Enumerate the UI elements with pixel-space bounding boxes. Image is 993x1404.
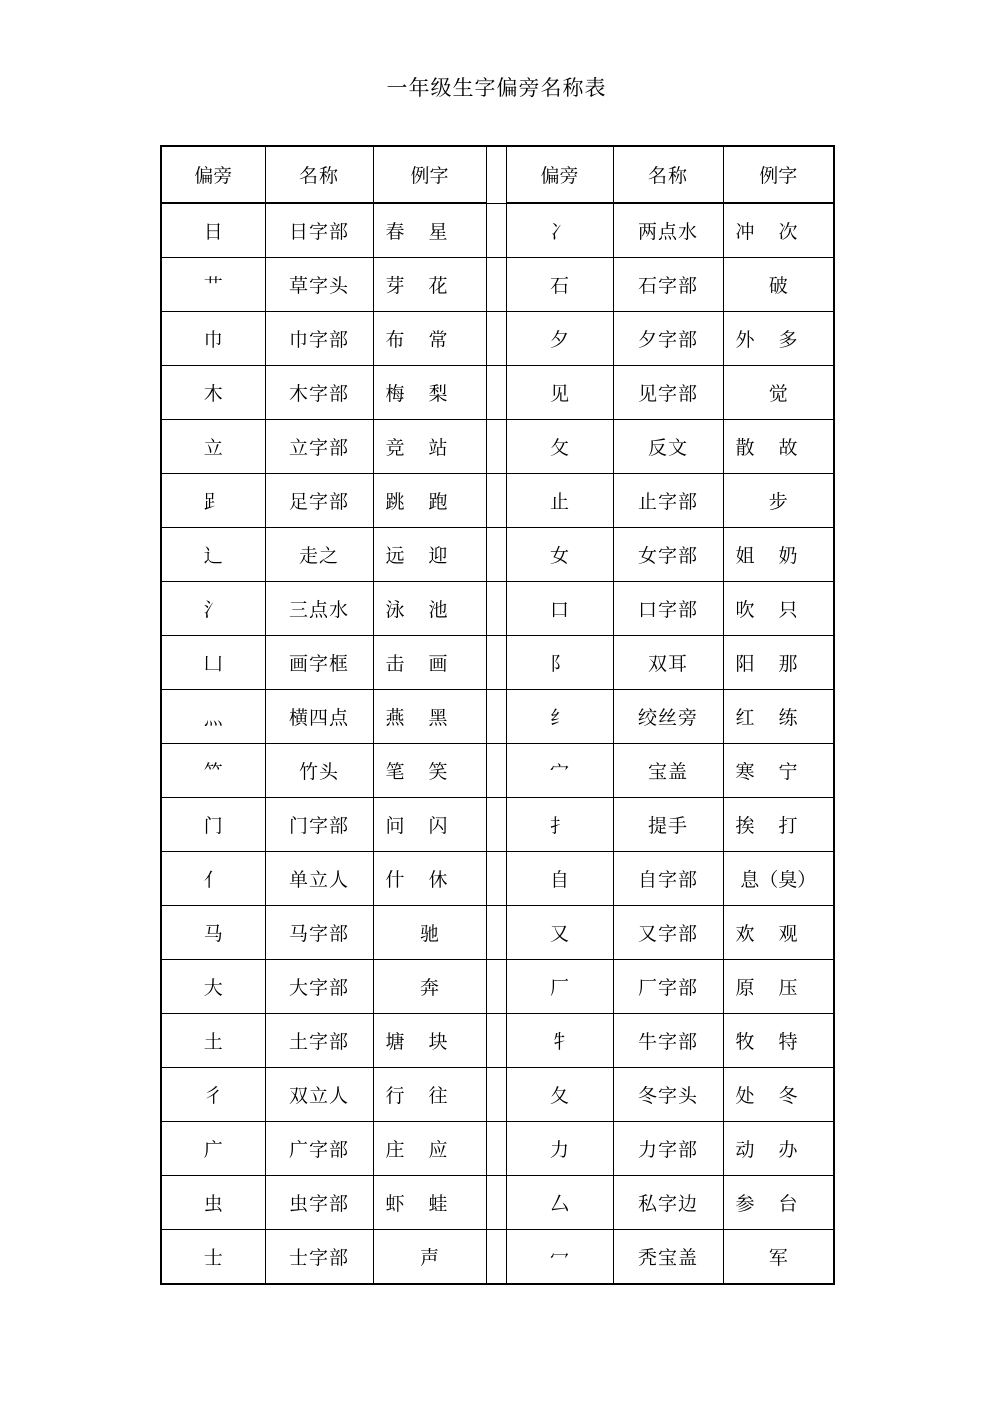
example-char: 击 (385, 653, 405, 675)
example-cell-right (723, 798, 834, 852)
example-char: 塘 (385, 1031, 405, 1053)
example-cell-left (373, 798, 486, 852)
example-char-group (724, 1081, 810, 1108)
header-name-right: 名称 (613, 146, 723, 203)
radical-cell-right: 止 (506, 474, 613, 528)
example-char: 台 (778, 1193, 798, 1215)
header-example-right: 例字 (723, 146, 834, 203)
table-row (161, 852, 834, 906)
example-char: 休 (428, 869, 448, 891)
example-char-group (374, 865, 460, 892)
radical-cell-right: 宀 (506, 744, 613, 798)
name-cell-left: 木字部 (265, 366, 373, 420)
radical-cell-left: 灬 (161, 690, 265, 744)
radical-cell-left: 𥫗 (161, 744, 265, 798)
name-cell-right: 宝盖 (613, 744, 723, 798)
example-cell-left (373, 690, 486, 744)
table-row (161, 420, 834, 474)
example-char: 跑 (428, 491, 448, 513)
radical-cell-right: 力 (506, 1122, 613, 1176)
example-cell-left (373, 636, 486, 690)
name-cell-right: 口字部 (613, 582, 723, 636)
name-cell-right: 提手 (613, 798, 723, 852)
header-example-left: 例字 (373, 146, 486, 203)
example-char: 息（臭） (740, 869, 817, 891)
radical-cell-right: 扌 (506, 798, 613, 852)
column-separator (486, 1068, 506, 1122)
table-row (161, 798, 834, 852)
example-char: 声 (419, 1247, 439, 1269)
example-char: 布 (385, 329, 405, 351)
name-cell-left: 日字部 (265, 203, 373, 258)
example-cell-right (723, 1122, 834, 1176)
example-char: 外 (735, 329, 755, 351)
example-char: 压 (778, 977, 798, 999)
example-char-group (724, 919, 810, 946)
example-cell-left (373, 203, 486, 258)
example-cell-left (373, 366, 486, 420)
example-cell-left (373, 1014, 486, 1068)
example-char: 练 (778, 707, 798, 729)
example-char-group (724, 595, 810, 622)
example-char: 驰 (419, 923, 439, 945)
column-separator (486, 146, 506, 203)
header-name-left: 名称 (265, 146, 373, 203)
example-char: 只 (778, 599, 798, 621)
column-separator (486, 528, 506, 582)
radical-cell-right: 夂 (506, 1068, 613, 1122)
example-char: 军 (768, 1247, 788, 1269)
column-separator (486, 744, 506, 798)
table-row (161, 582, 834, 636)
example-char: 春 (385, 221, 405, 243)
example-char: 观 (778, 923, 798, 945)
table-row (161, 744, 834, 798)
example-char: 宁 (778, 761, 798, 783)
name-cell-right: 自字部 (613, 852, 723, 906)
example-char-group (374, 595, 460, 622)
example-char-group (374, 703, 460, 730)
example-char: 觉 (768, 383, 788, 405)
radical-cell-left: 木 (161, 366, 265, 420)
example-char: 梨 (428, 383, 448, 405)
name-cell-left: 虫字部 (265, 1176, 373, 1230)
table-row (161, 1014, 834, 1068)
column-separator (486, 474, 506, 528)
example-char: 处 (735, 1085, 755, 1107)
example-char: 竞 (385, 437, 405, 459)
column-separator (486, 582, 506, 636)
name-cell-left: 士字部 (265, 1230, 373, 1285)
example-cell-right (723, 852, 834, 906)
column-separator (486, 1014, 506, 1068)
example-char-group (374, 1135, 460, 1162)
example-char: 姐 (735, 545, 755, 567)
column-separator (486, 690, 506, 744)
example-char-group (374, 541, 460, 568)
radical-cell-left: 辶 (161, 528, 265, 582)
example-char: 原 (735, 977, 755, 999)
example-char: 破 (768, 275, 788, 297)
column-separator (486, 960, 506, 1014)
example-char: 红 (735, 707, 755, 729)
example-cell-right (723, 366, 834, 420)
example-char: 吹 (735, 599, 755, 621)
table-row (161, 690, 834, 744)
radical-cell-left: 士 (161, 1230, 265, 1285)
example-char: 动 (735, 1139, 755, 1161)
example-cell-right (723, 474, 834, 528)
name-cell-right: 石字部 (613, 258, 723, 312)
example-char: 特 (778, 1031, 798, 1053)
example-char: 泳 (385, 599, 405, 621)
example-cell-right (723, 744, 834, 798)
table-row (161, 1122, 834, 1176)
example-cell-left (373, 1176, 486, 1230)
example-char: 冲 (735, 221, 755, 243)
name-cell-right: 夕字部 (613, 312, 723, 366)
header-radical-right: 偏旁 (506, 146, 613, 203)
table-row (161, 1068, 834, 1122)
example-cell-left (373, 744, 486, 798)
column-separator (486, 203, 506, 258)
name-cell-left: 门字部 (265, 798, 373, 852)
example-char-group (724, 1189, 810, 1216)
example-cell-left (373, 960, 486, 1014)
column-separator (486, 258, 506, 312)
radical-cell-left: 凵 (161, 636, 265, 690)
example-char-group (724, 649, 810, 676)
name-cell-right: 私字边 (613, 1176, 723, 1230)
example-cell-left (373, 312, 486, 366)
name-cell-left: 草字头 (265, 258, 373, 312)
radical-table-container (160, 145, 833, 1285)
example-cell-left (373, 852, 486, 906)
example-cell-right (723, 1014, 834, 1068)
name-cell-left: 竹头 (265, 744, 373, 798)
name-cell-left: 画字框 (265, 636, 373, 690)
radical-cell-right: 冖 (506, 1230, 613, 1285)
radical-cell-left: 大 (161, 960, 265, 1014)
example-char: 行 (385, 1085, 405, 1107)
example-cell-right (723, 203, 834, 258)
example-char: 站 (428, 437, 448, 459)
example-cell-left (373, 1068, 486, 1122)
example-char: 燕 (385, 707, 405, 729)
example-char-group (724, 217, 810, 244)
name-cell-right: 反文 (613, 420, 723, 474)
example-char-group (374, 487, 460, 514)
radical-cell-right: 冫 (506, 203, 613, 258)
example-char: 画 (428, 653, 448, 675)
example-char: 块 (428, 1031, 448, 1053)
radical-cell-left: 日 (161, 203, 265, 258)
example-char-group (724, 433, 810, 460)
name-cell-left: 走之 (265, 528, 373, 582)
example-cell-left (373, 1230, 486, 1285)
radical-cell-left: 巾 (161, 312, 265, 366)
name-cell-right: 又字部 (613, 906, 723, 960)
example-char: 池 (428, 599, 448, 621)
radical-cell-right: 口 (506, 582, 613, 636)
name-cell-right: 秃宝盖 (613, 1230, 723, 1285)
name-cell-left: 广字部 (265, 1122, 373, 1176)
example-char-group (724, 703, 810, 730)
name-cell-right: 冬字头 (613, 1068, 723, 1122)
table-row (161, 366, 834, 420)
name-cell-left: 足字部 (265, 474, 373, 528)
column-separator (486, 636, 506, 690)
header-radical-left: 偏旁 (161, 146, 265, 203)
name-cell-right: 力字部 (613, 1122, 723, 1176)
radical-cell-left: 亻 (161, 852, 265, 906)
example-char: 远 (385, 545, 405, 567)
example-cell-left (373, 528, 486, 582)
radical-name-table (160, 145, 835, 1285)
example-char: 寒 (735, 761, 755, 783)
column-separator (486, 420, 506, 474)
table-row (161, 474, 834, 528)
example-char: 问 (385, 815, 405, 837)
table-header-row (161, 146, 834, 203)
example-cell-right (723, 1230, 834, 1285)
example-cell-left (373, 474, 486, 528)
example-char: 迎 (428, 545, 448, 567)
example-char: 办 (778, 1139, 798, 1161)
table-row (161, 258, 834, 312)
radical-cell-right: 女 (506, 528, 613, 582)
example-char: 什 (385, 869, 405, 891)
name-cell-left: 大字部 (265, 960, 373, 1014)
example-char: 庄 (385, 1139, 405, 1161)
example-char: 笔 (385, 761, 405, 783)
example-char: 欢 (735, 923, 755, 945)
example-char: 蛙 (428, 1193, 448, 1215)
example-char-group (374, 1027, 460, 1054)
example-cell-left (373, 258, 486, 312)
example-char-group (374, 811, 460, 838)
example-char: 笑 (428, 761, 448, 783)
table-row (161, 906, 834, 960)
example-char: 黑 (428, 707, 448, 729)
table-row (161, 636, 834, 690)
radical-cell-left: 艹 (161, 258, 265, 312)
radical-cell-left: 广 (161, 1122, 265, 1176)
radical-cell-right: 石 (506, 258, 613, 312)
example-char-group (374, 1189, 460, 1216)
name-cell-right: 两点水 (613, 203, 723, 258)
example-cell-right (723, 258, 834, 312)
example-char: 奔 (419, 977, 439, 999)
example-char-group (374, 757, 460, 784)
example-cell-right (723, 690, 834, 744)
radical-cell-left: 虫 (161, 1176, 265, 1230)
example-cell-left (373, 1122, 486, 1176)
example-char-group (374, 271, 460, 298)
example-char: 散 (735, 437, 755, 459)
radical-cell-right: 夕 (506, 312, 613, 366)
example-cell-right (723, 906, 834, 960)
name-cell-right: 止字部 (613, 474, 723, 528)
example-char-group (374, 325, 460, 352)
example-char: 闪 (428, 815, 448, 837)
name-cell-left: 三点水 (265, 582, 373, 636)
example-cell-right (723, 312, 834, 366)
example-char: 芽 (385, 275, 405, 297)
example-char-group (374, 649, 460, 676)
table-row (161, 528, 834, 582)
example-char: 参 (735, 1193, 755, 1215)
example-char-group (374, 433, 460, 460)
radical-cell-left: 彳 (161, 1068, 265, 1122)
column-separator (486, 1176, 506, 1230)
example-char: 阳 (735, 653, 755, 675)
page-title: 一年级生字偏旁名称表 (386, 76, 607, 100)
example-char: 花 (428, 275, 448, 297)
example-char: 故 (778, 437, 798, 459)
example-char: 应 (428, 1139, 448, 1161)
example-char: 常 (428, 329, 448, 351)
example-char-group (724, 1135, 810, 1162)
example-cell-right (723, 1176, 834, 1230)
example-cell-right (723, 528, 834, 582)
column-separator (486, 1230, 506, 1285)
radical-cell-left: 立 (161, 420, 265, 474)
example-cell-right (723, 582, 834, 636)
example-char-group (724, 541, 810, 568)
radical-cell-left: 门 (161, 798, 265, 852)
name-cell-right: 女字部 (613, 528, 723, 582)
example-cell-right (723, 1068, 834, 1122)
example-char: 挨 (735, 815, 755, 837)
example-char-group (374, 217, 460, 244)
example-char: 星 (428, 221, 448, 243)
example-char: 梅 (385, 383, 405, 405)
radical-cell-right: 牜 (506, 1014, 613, 1068)
column-separator (486, 366, 506, 420)
table-row (161, 960, 834, 1014)
example-char: 跳 (385, 491, 405, 513)
example-cell-left (373, 420, 486, 474)
example-char: 多 (778, 329, 798, 351)
name-cell-right: 绞丝旁 (613, 690, 723, 744)
name-cell-left: 立字部 (265, 420, 373, 474)
example-char: 牧 (735, 1031, 755, 1053)
example-char: 奶 (778, 545, 798, 567)
example-cell-right (723, 960, 834, 1014)
table-row (161, 203, 834, 258)
radical-cell-right: 又 (506, 906, 613, 960)
name-cell-left: 土字部 (265, 1014, 373, 1068)
radical-cell-right: 自 (506, 852, 613, 906)
column-separator (486, 906, 506, 960)
example-cell-left (373, 582, 486, 636)
name-cell-left: 巾字部 (265, 312, 373, 366)
example-char-group (724, 1027, 810, 1054)
example-char: 打 (778, 815, 798, 837)
radical-cell-left: 马 (161, 906, 265, 960)
example-char: 步 (768, 491, 788, 513)
column-separator (486, 312, 506, 366)
name-cell-left: 双立人 (265, 1068, 373, 1122)
name-cell-left: 马字部 (265, 906, 373, 960)
example-char: 次 (778, 221, 798, 243)
example-cell-right (723, 636, 834, 690)
table-row (161, 312, 834, 366)
radical-cell-right: 厶 (506, 1176, 613, 1230)
example-char: 冬 (778, 1085, 798, 1107)
example-char-group (374, 379, 460, 406)
example-char: 往 (428, 1085, 448, 1107)
radical-cell-right: 厂 (506, 960, 613, 1014)
radical-cell-right: 纟 (506, 690, 613, 744)
example-char: 那 (778, 653, 798, 675)
name-cell-right: 厂字部 (613, 960, 723, 1014)
radical-cell-right: 见 (506, 366, 613, 420)
name-cell-right: 见字部 (613, 366, 723, 420)
example-cell-right (723, 420, 834, 474)
column-separator (486, 1122, 506, 1176)
column-separator (486, 798, 506, 852)
name-cell-left: 横四点 (265, 690, 373, 744)
example-char: 虾 (385, 1193, 405, 1215)
radical-cell-right: 阝 (506, 636, 613, 690)
name-cell-left: 单立人 (265, 852, 373, 906)
radical-cell-left: 氵 (161, 582, 265, 636)
table-row (161, 1230, 834, 1285)
column-separator (486, 852, 506, 906)
example-char-group (374, 1081, 460, 1108)
name-cell-right: 双耳 (613, 636, 723, 690)
table-row (161, 1176, 834, 1230)
radical-cell-left: 𧾷 (161, 474, 265, 528)
example-char-group (724, 325, 810, 352)
example-char-group (724, 811, 810, 838)
example-char-group (724, 757, 810, 784)
radical-cell-right: 攵 (506, 420, 613, 474)
example-char-group (724, 973, 810, 1000)
name-cell-right: 牛字部 (613, 1014, 723, 1068)
radical-cell-left: 土 (161, 1014, 265, 1068)
example-cell-left (373, 906, 486, 960)
